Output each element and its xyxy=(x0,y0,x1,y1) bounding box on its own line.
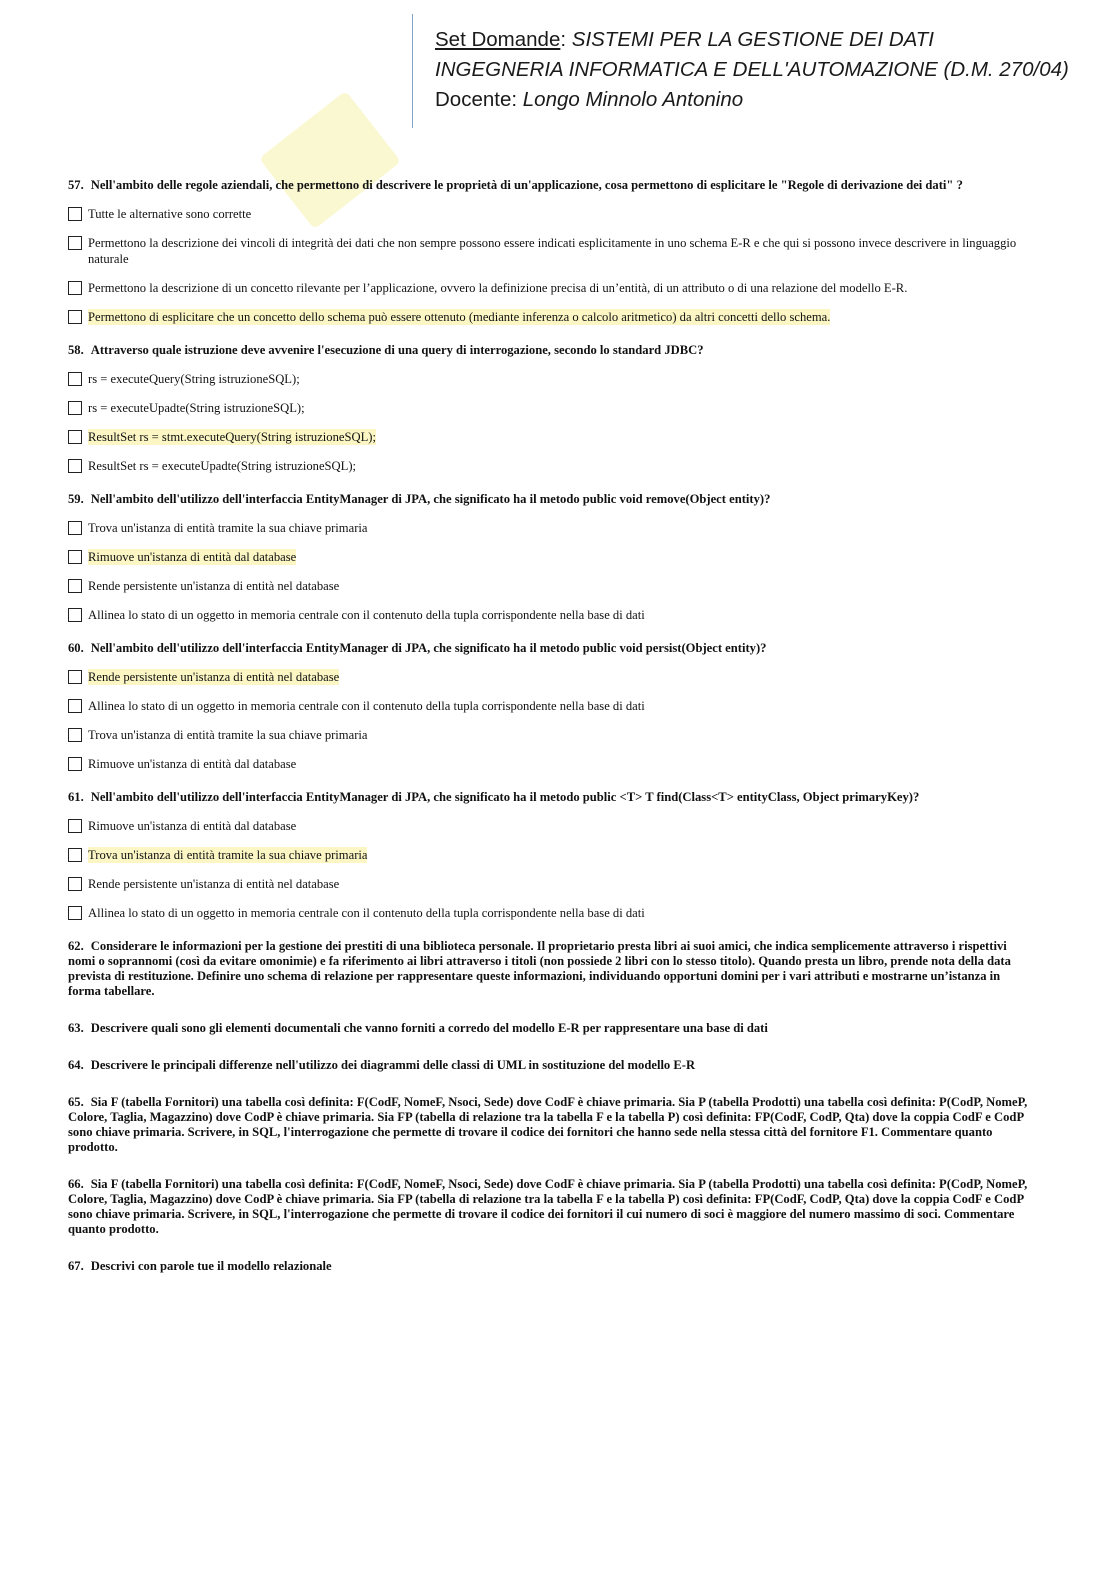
question-title: 60. Nell'ambito dell'utilizzo dell'interfaccia EntityManager di JPA, che significato ha il metodo public void persist(Object entity)? xyxy=(68,641,767,655)
course-name: INGEGNERIA INFORMATICA E DELL'AUTOMAZIONE (D.M. 270/04) xyxy=(435,58,1069,81)
answer-checkbox[interactable] xyxy=(68,550,82,564)
answer-checkbox[interactable] xyxy=(68,459,82,473)
question-58 xyxy=(68,343,1033,474)
answer-option: Rende persistente un'istanza di entità nel database xyxy=(68,876,1033,892)
question-title: 58. Attraverso quale istruzione deve avvenire l'esecuzione di una query di interrogazione, secondo lo standard JDBC? xyxy=(68,343,704,357)
answer-option: Allinea lo stato di un oggetto in memoria centrale con il contenuto della tupla corrispondente nella base di dati xyxy=(68,905,1033,921)
answer-checkbox[interactable] xyxy=(68,699,82,713)
question-57 xyxy=(68,178,1033,325)
answer-checkbox[interactable] xyxy=(68,430,82,444)
answer-checkbox[interactable] xyxy=(68,236,82,250)
question-title: 61. Nell'ambito dell'utilizzo dell'interfaccia EntityManager di JPA, che significato ha il metodo public <T> T find(Class<T> entityClass, Object primaryKey)? xyxy=(68,790,920,804)
answer-option: rs = executeUpadte(String istruzioneSQL); xyxy=(68,400,1033,416)
answer-checkbox[interactable] xyxy=(68,608,82,622)
answer-option: Trova un'istanza di entità tramite la sua chiave primaria xyxy=(68,727,1033,743)
header-course-row xyxy=(435,55,1069,85)
question-title: 67. Descrivi con parole tue il modello relazionale xyxy=(68,1259,332,1273)
answer-checkbox[interactable] xyxy=(68,670,82,684)
header-set-row: Set Domande: SISTEMI PER LA GESTIONE DEI DATI xyxy=(435,28,934,51)
header-divider xyxy=(412,14,413,128)
answer-option: ResultSet rs = executeUpadte(String istruzioneSQL); xyxy=(68,458,1033,474)
open-question-63 xyxy=(68,1021,1033,1036)
answer-option: Allinea lo stato di un oggetto in memoria centrale con il contenuto della tupla corrispondente nella base di dati xyxy=(68,607,1033,623)
answer-option-correct: Permettono di esplicitare che un concetto dello schema può essere ottenuto (mediante inferenza o calcolo aritmetico) da altri concetti dello schema. xyxy=(68,309,1033,325)
open-question-67 xyxy=(68,1259,1033,1274)
question-title: 59. Nell'ambito dell'utilizzo dell'interfaccia EntityManager di JPA, che significato ha il metodo public void remove(Object entity)? xyxy=(68,492,771,506)
answer-option: Trova un'istanza di entità tramite la sua chiave primaria xyxy=(68,520,1033,536)
answer-option: Allinea lo stato di un oggetto in memoria centrale con il contenuto della tupla corrispondente nella base di dati xyxy=(68,698,1033,714)
answer-option: Permettono la descrizione dei vincoli di integrità dei dati che non sempre possono essere indicati esplicitamente in uno schema E-R e che qui si possono invece descrivere in linguaggio naturale xyxy=(68,235,1033,267)
answer-option-correct: Rimuove un'istanza di entità dal database xyxy=(68,549,1033,565)
answer-checkbox[interactable] xyxy=(68,401,82,415)
question-title: 66. Sia F (tabella Fornitori) una tabella così definita: F(CodF, NomeF, Nsoci, Sede) dove CodF è chiave primaria. Sia P (tabella Prodotti) una tabella così definita: P(CodP, NomeP, Colore, Taglia, Magazzino) dove CodP è chiave primaria. Sia FP (tabella di relazione tra la tabella F e la tabella P) così definita: FP(CodF, CodP, Qta) dove la coppia CodF e CodP sono chiave primaria. Scrivere, in SQL, l'interrogazione che permette di trovare il codice dei fornitori il cui numero di soci è maggiore del numero massimo di soci. Commentare quanto prodotto. xyxy=(68,1177,1028,1236)
answer-checkbox[interactable] xyxy=(68,819,82,833)
answer-checkbox[interactable] xyxy=(68,207,82,221)
answer-checkbox[interactable] xyxy=(68,906,82,920)
answer-option: rs = executeQuery(String istruzioneSQL); xyxy=(68,371,1033,387)
answer-option: Permettono la descrizione di un concetto rilevante per l’applicazione, ovvero la definizione precisa di un’entità, di un attributo o di una relazione del modello E-R. xyxy=(68,280,1033,296)
open-question-65 xyxy=(68,1095,1033,1155)
question-title: 62. Considerare le informazioni per la gestione dei prestiti di una biblioteca personale. Il proprietario presta libri ai suoi amici, che indica semplicemente attraverso i rispettivi nomi o soprannomi (così da evitare omonimie) e fa riferimento ai libri attraverso i titoli (non possiede 2 libri con lo stesso titolo). Quando presta un libro, prende nota della data prevista di restituzione. Definire uno schema di relazione per rappresentare queste informazioni, individuando opportuni domini per i vari attributi e mostrarne un’istanza in forma tabellare. xyxy=(68,939,1011,998)
answer-checkbox[interactable] xyxy=(68,521,82,535)
open-question-66 xyxy=(68,1177,1033,1237)
answer-option: Rimuove un'istanza di entità dal database xyxy=(68,818,1033,834)
answer-option-correct: Rende persistente un'istanza di entità nel database xyxy=(68,669,1033,685)
question-60 xyxy=(68,641,1033,772)
set-value: SISTEMI PER LA GESTIONE DEI DATI xyxy=(571,28,934,51)
answer-option-correct: ResultSet rs = stmt.executeQuery(String istruzioneSQL); xyxy=(68,429,1033,445)
open-question-64 xyxy=(68,1058,1033,1073)
answer-checkbox[interactable] xyxy=(68,372,82,386)
answer-checkbox[interactable] xyxy=(68,728,82,742)
question-title: 64. Descrivere le principali differenze nell'utilizzo dei diagrammi delle classi di UML in sostituzione del modello E-R xyxy=(68,1058,696,1072)
answer-option: Rimuove un'istanza di entità dal database xyxy=(68,756,1033,772)
answer-option: Rende persistente un'istanza di entità nel database xyxy=(68,578,1033,594)
questions-container xyxy=(68,178,1033,1296)
document-header xyxy=(435,25,1069,115)
open-question-62 xyxy=(68,939,1033,999)
question-title: 65. Sia F (tabella Fornitori) una tabella così definita: F(CodF, NomeF, Nsoci, Sede) dove CodF è chiave primaria. Sia P (tabella Prodotti) una tabella così definita: P(CodP, NomeP, Colore, Taglia, Magazzino) dove CodP è chiave primaria. Sia FP (tabella di relazione tra la tabella F e la tabella P) così definita: FP(CodF, CodP, Qta) dove la coppia CodF e CodP sono chiave primaria. Scrivere, in SQL, l'interrogazione che permette di trovare il codice dei fornitori che hanno sede nella stessa città del fornitore F1. Commentare quanto prodotto. xyxy=(68,1095,1028,1154)
answer-checkbox[interactable] xyxy=(68,310,82,324)
answer-option: Tutte le alternative sono corrette xyxy=(68,206,1033,222)
question-title: 63. Descrivere quali sono gli elementi documentali che vanno forniti a corredo del modello E-R per rappresentare una base di dati xyxy=(68,1021,768,1035)
teacher-label: Docente xyxy=(435,88,512,111)
set-label: Set Domande xyxy=(435,28,561,51)
answer-checkbox[interactable] xyxy=(68,281,82,295)
teacher-name: Longo Minnolo Antonino xyxy=(522,88,744,111)
answer-checkbox[interactable] xyxy=(68,848,82,862)
header-teacher-row: Docente: Longo Minnolo Antonino xyxy=(435,88,744,111)
answer-checkbox[interactable] xyxy=(68,877,82,891)
answer-option-correct: Trova un'istanza di entità tramite la sua chiave primaria xyxy=(68,847,1033,863)
question-title: 57. Nell'ambito delle regole aziendali, che permettono di descrivere le proprietà di un'applicazione, cosa permettono di esplicitare le "Regole di derivazione dei dati" ? xyxy=(68,178,963,192)
question-59 xyxy=(68,492,1033,623)
answer-checkbox[interactable] xyxy=(68,579,82,593)
question-61 xyxy=(68,790,1033,921)
answer-checkbox[interactable] xyxy=(68,757,82,771)
